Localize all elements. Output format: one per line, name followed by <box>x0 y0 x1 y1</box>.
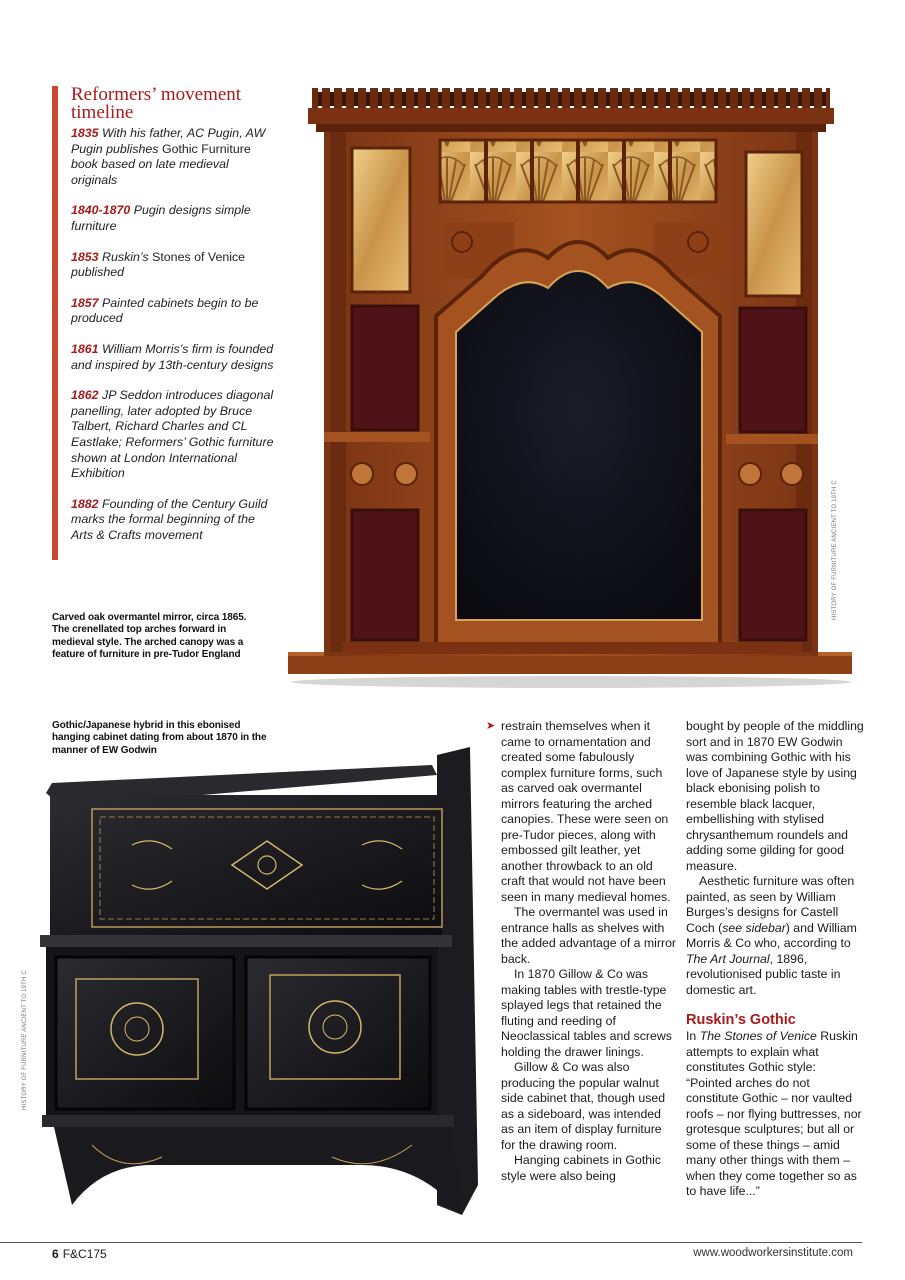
timeline-entry <box>71 126 277 188</box>
page-number: 6 <box>52 1247 59 1261</box>
timeline-text: published <box>71 265 125 280</box>
overmantel-mirror-photo <box>286 86 856 690</box>
timeline-text: Painted cabinets begin to be produced <box>71 295 259 326</box>
issue-number: F&C175 <box>62 1247 107 1261</box>
article-paragraph: In 1870 Gillow & Co was making tables with trestle-type splayed legs that retained the fluting and reeding of Neoclassical tables and screws holding the drawer linings. <box>501 967 672 1059</box>
text-run: Ruskin attempts to explain what constitutes Gothic style: “Pointed arches do not constitute Gothic – nor vaulted roofs – nor flying buttresses, nor grotesque sculptures; but all or some of these things – amid many other things with them – when they come together so as to have life...” <box>686 1029 862 1198</box>
timeline-year: 1882 <box>71 496 99 511</box>
timeline-year: 1862 <box>71 388 99 403</box>
article-column-2 <box>686 719 864 1200</box>
timeline-text: William Morris’s firm is founded and inspired by 13th-century designs <box>71 341 274 372</box>
article-paragraph: Gillow & Co was also producing the popular walnut side cabinet that, though used as a sideboard, was intended as an item of display furniture for the drawing room. <box>501 1060 666 1152</box>
text-run-italic: see sidebar <box>722 920 786 935</box>
article-paragraph <box>686 874 864 998</box>
timeline-text: Pugin designs simple furniture <box>71 203 251 233</box>
timeline-sidebar <box>52 86 277 560</box>
timeline-entry <box>71 388 277 482</box>
timeline-year: 1861 <box>71 341 99 356</box>
article-paragraph: The overmantel was used in entrance halls as shelves with the added advantage of a mirror back. <box>501 905 677 966</box>
timeline-book-title: Stones of Venice <box>152 249 246 264</box>
continuation-arrow-icon: ➤ <box>486 720 496 732</box>
section-subheading: Ruskin’s Gothic <box>686 1012 796 1028</box>
text-run-italic: The Stones of Venice <box>699 1029 817 1043</box>
timeline-year: 1835 <box>71 126 99 140</box>
timeline-text: Founding of the Century Guild marks the formal beginning of the Arts & Crafts movement <box>71 496 268 542</box>
mirror-caption: Carved oak overmantel mirror, circa 1865. The crenellated top arches forward in medieval style. The arched canopy was a feature of furniture in pre-Tudor England <box>52 612 247 660</box>
timeline-entry <box>71 203 277 234</box>
hanging-cabinet-photo <box>32 745 487 1225</box>
cabinet-caption: Gothic/Japanese hybrid in this ebonised hanging cabinet dating from about 1870 in the manner of EW Godwin <box>52 720 267 756</box>
text-run: ) and William Morris & Co who, according to <box>686 920 857 950</box>
timeline-entry <box>71 497 277 544</box>
mirror-photo-credit: HISTORY OF FURNITURE ANCIENT TO 19TH C <box>832 480 838 620</box>
article-paragraph: restrain themselves when it came to ornamentation and created some fabulously complex furniture forms, such as carved oak overmantel mirrors featuring the arched canopies. These were seen on pre-Tudor pieces, along with embossed gilt leather, yet another throwback to an old craft that would not have been seen in many medieval homes. <box>501 719 671 904</box>
timeline-year: 1840-1870 <box>71 203 131 218</box>
text-run-italic: The Art Journal <box>686 951 770 966</box>
timeline-entry <box>71 342 277 373</box>
footer-folio <box>52 1247 107 1261</box>
timeline-text: Ruskin’s <box>102 249 153 264</box>
cabinet-photo-credit: HISTORY OF FURNITURE ANCIENT TO 19TH C <box>22 970 28 1110</box>
article-paragraph: Hanging cabinets in Gothic style were also being <box>501 1153 661 1183</box>
timeline-year: 1857 <box>71 295 99 310</box>
footer-divider <box>0 1242 862 1243</box>
article-paragraph <box>686 1029 864 1200</box>
text-run: , 1896, revolutionised public taste in domestic art. <box>686 951 841 997</box>
timeline-title: Reformers’ movement timeline <box>71 84 242 123</box>
timeline-text: JP Seddon introduces diagonal panelling, later adopted by Bruce Talbert, Richard Charles and CL Eastlake; Reformers’ Gothic furniture shown at London International Exhibition <box>71 388 274 481</box>
article-column-1 <box>486 719 676 1184</box>
text-run: In <box>686 1029 700 1043</box>
footer-website: www.woodworkersinstitute.com <box>693 1247 853 1259</box>
timeline-year: 1853 <box>71 249 99 264</box>
timeline-entry <box>71 250 277 281</box>
timeline-book-title: Gothic Furniture <box>161 141 251 156</box>
text-run: Aesthetic furniture was often painted, as seen by William Burges’s designs for Castell Coch ( <box>686 874 855 935</box>
timeline-entry <box>71 296 277 327</box>
article-paragraph: bought by people of the middling sort and in 1870 EW Godwin was combining Gothic with his love of Japanese style by using black ebonising polish to resemble black lacquer, embellishing with stylised chrysanthemum roundels and adding some gilding for good measure. <box>686 719 864 873</box>
timeline-text: With his father, AC Pugin, AW Pugin publishes <box>71 126 266 156</box>
timeline-text: book based on late medieval originals <box>71 157 229 187</box>
